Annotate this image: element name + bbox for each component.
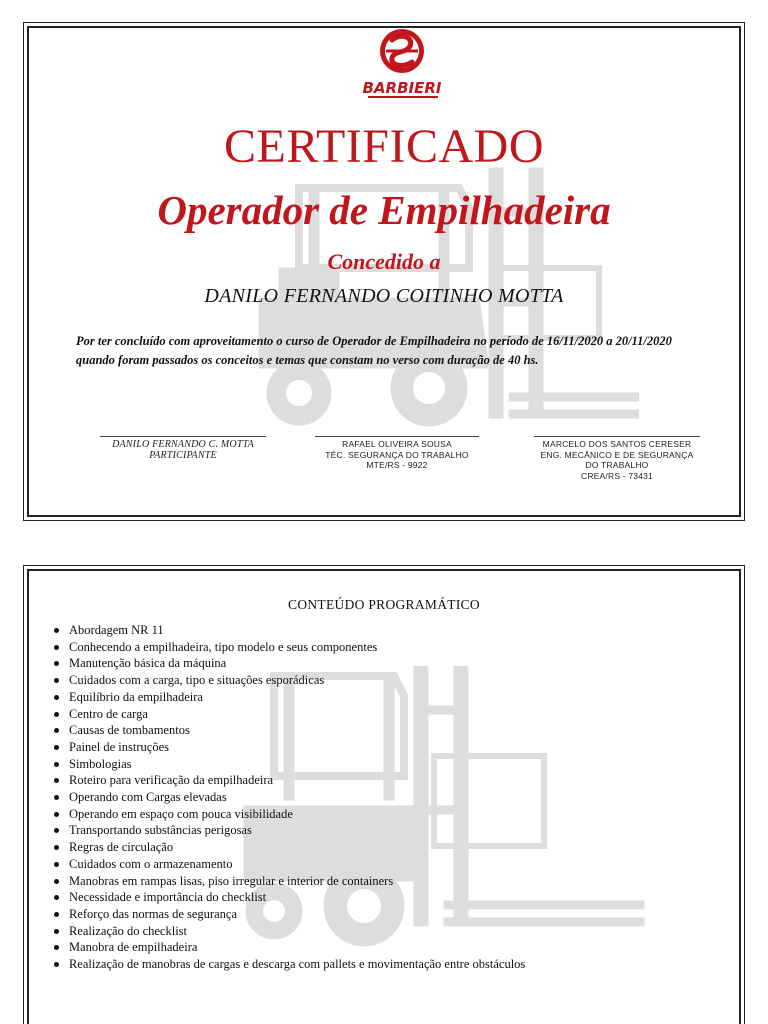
signature-registration: CREA/RS - 73431 (581, 470, 653, 481)
recipient-name: DANILO FERNANDO COITINHO MOTTA (204, 285, 564, 307)
signature-name: DANILO FERNANDO C. MOTTA (112, 439, 254, 450)
certificate-subtitle: Operador de Empilhadeira (157, 187, 611, 233)
list-item: Cuidados com o armazenamento (54, 856, 525, 873)
list-item: Roteiro para verificação da empilhadeira (54, 772, 525, 789)
conferred-label: Concedido a (327, 249, 441, 274)
list-item: Cuidados com a carga, tipo e situações esporádicas (54, 672, 525, 689)
signature-participant (100, 436, 266, 461)
barbieri-logo (356, 26, 448, 102)
list-item: Manobras em rampas lisas, piso irregular e interior de containers (54, 873, 525, 890)
list-item: Operando em espaço com pouca visibilidade (54, 806, 525, 823)
signature-registration: MTE/RS - 9922 (366, 460, 428, 470)
signature-name: MARCELO DOS SANTOS CERESER (542, 439, 692, 449)
list-item: Painel de instruções (54, 739, 525, 756)
certificate-page (23, 22, 745, 521)
signature-technician (315, 436, 479, 471)
list-item: Transportando substâncias perigosas (54, 822, 525, 839)
signature-engineer (534, 436, 700, 481)
list-item: Abordagem NR 11 (54, 622, 525, 639)
list-item: Manutenção básica da máquina (54, 655, 525, 672)
content-heading: CONTEÚDO PROGRAMÁTICO (288, 597, 480, 612)
signature-line (315, 436, 479, 437)
signature-name: RAFAEL OLIVEIRA SOUSA (342, 439, 452, 449)
list-item: Causas de tombamentos (54, 722, 525, 739)
certificate-body-text: Por ter concluído com aproveitamento o curso de Operador de Empilhadeira no período de 16/11/2020 a 20/11/2020 quando foram passados os conceitos e temas que constam no verso com duração de 40 hs. (76, 334, 672, 367)
list-item: Centro de carga (54, 706, 525, 723)
list-item: Regras de circulação (54, 839, 525, 856)
list-item: Reforço das normas de segurança (54, 906, 525, 923)
signature-line (534, 436, 700, 437)
list-item: Simbologias (54, 756, 525, 773)
topics-list (54, 622, 525, 973)
list-item: Realização do checklist (54, 923, 525, 940)
signature-role: TÉC. SEGURANÇA DO TRABALHO (325, 449, 469, 460)
list-item: Equilíbrio da empilhadeira (54, 689, 525, 706)
list-item: Necessidade e importância do checklist (54, 889, 525, 906)
signature-role: ENG. MECÂNICO E DE SEGURANÇA (540, 449, 694, 460)
logo-wordmark: BARBIERI (362, 79, 442, 97)
signature-line (100, 436, 266, 437)
signature-role: PARTICIPANTE (149, 450, 217, 461)
program-content-page (23, 565, 745, 1024)
list-item: Conhecendo a empilhadeira, tipo modelo e seus componentes (54, 639, 525, 656)
list-item: Manobra de empilhadeira (54, 939, 525, 956)
signature-role-cont: DO TRABALHO (585, 460, 649, 470)
certificate-title: CERTIFICADO (224, 120, 544, 173)
list-item: Operando com Cargas elevadas (54, 789, 525, 806)
list-item: Realização de manobras de cargas e descarga com pallets e movimentação entre obstáculos (54, 956, 525, 973)
